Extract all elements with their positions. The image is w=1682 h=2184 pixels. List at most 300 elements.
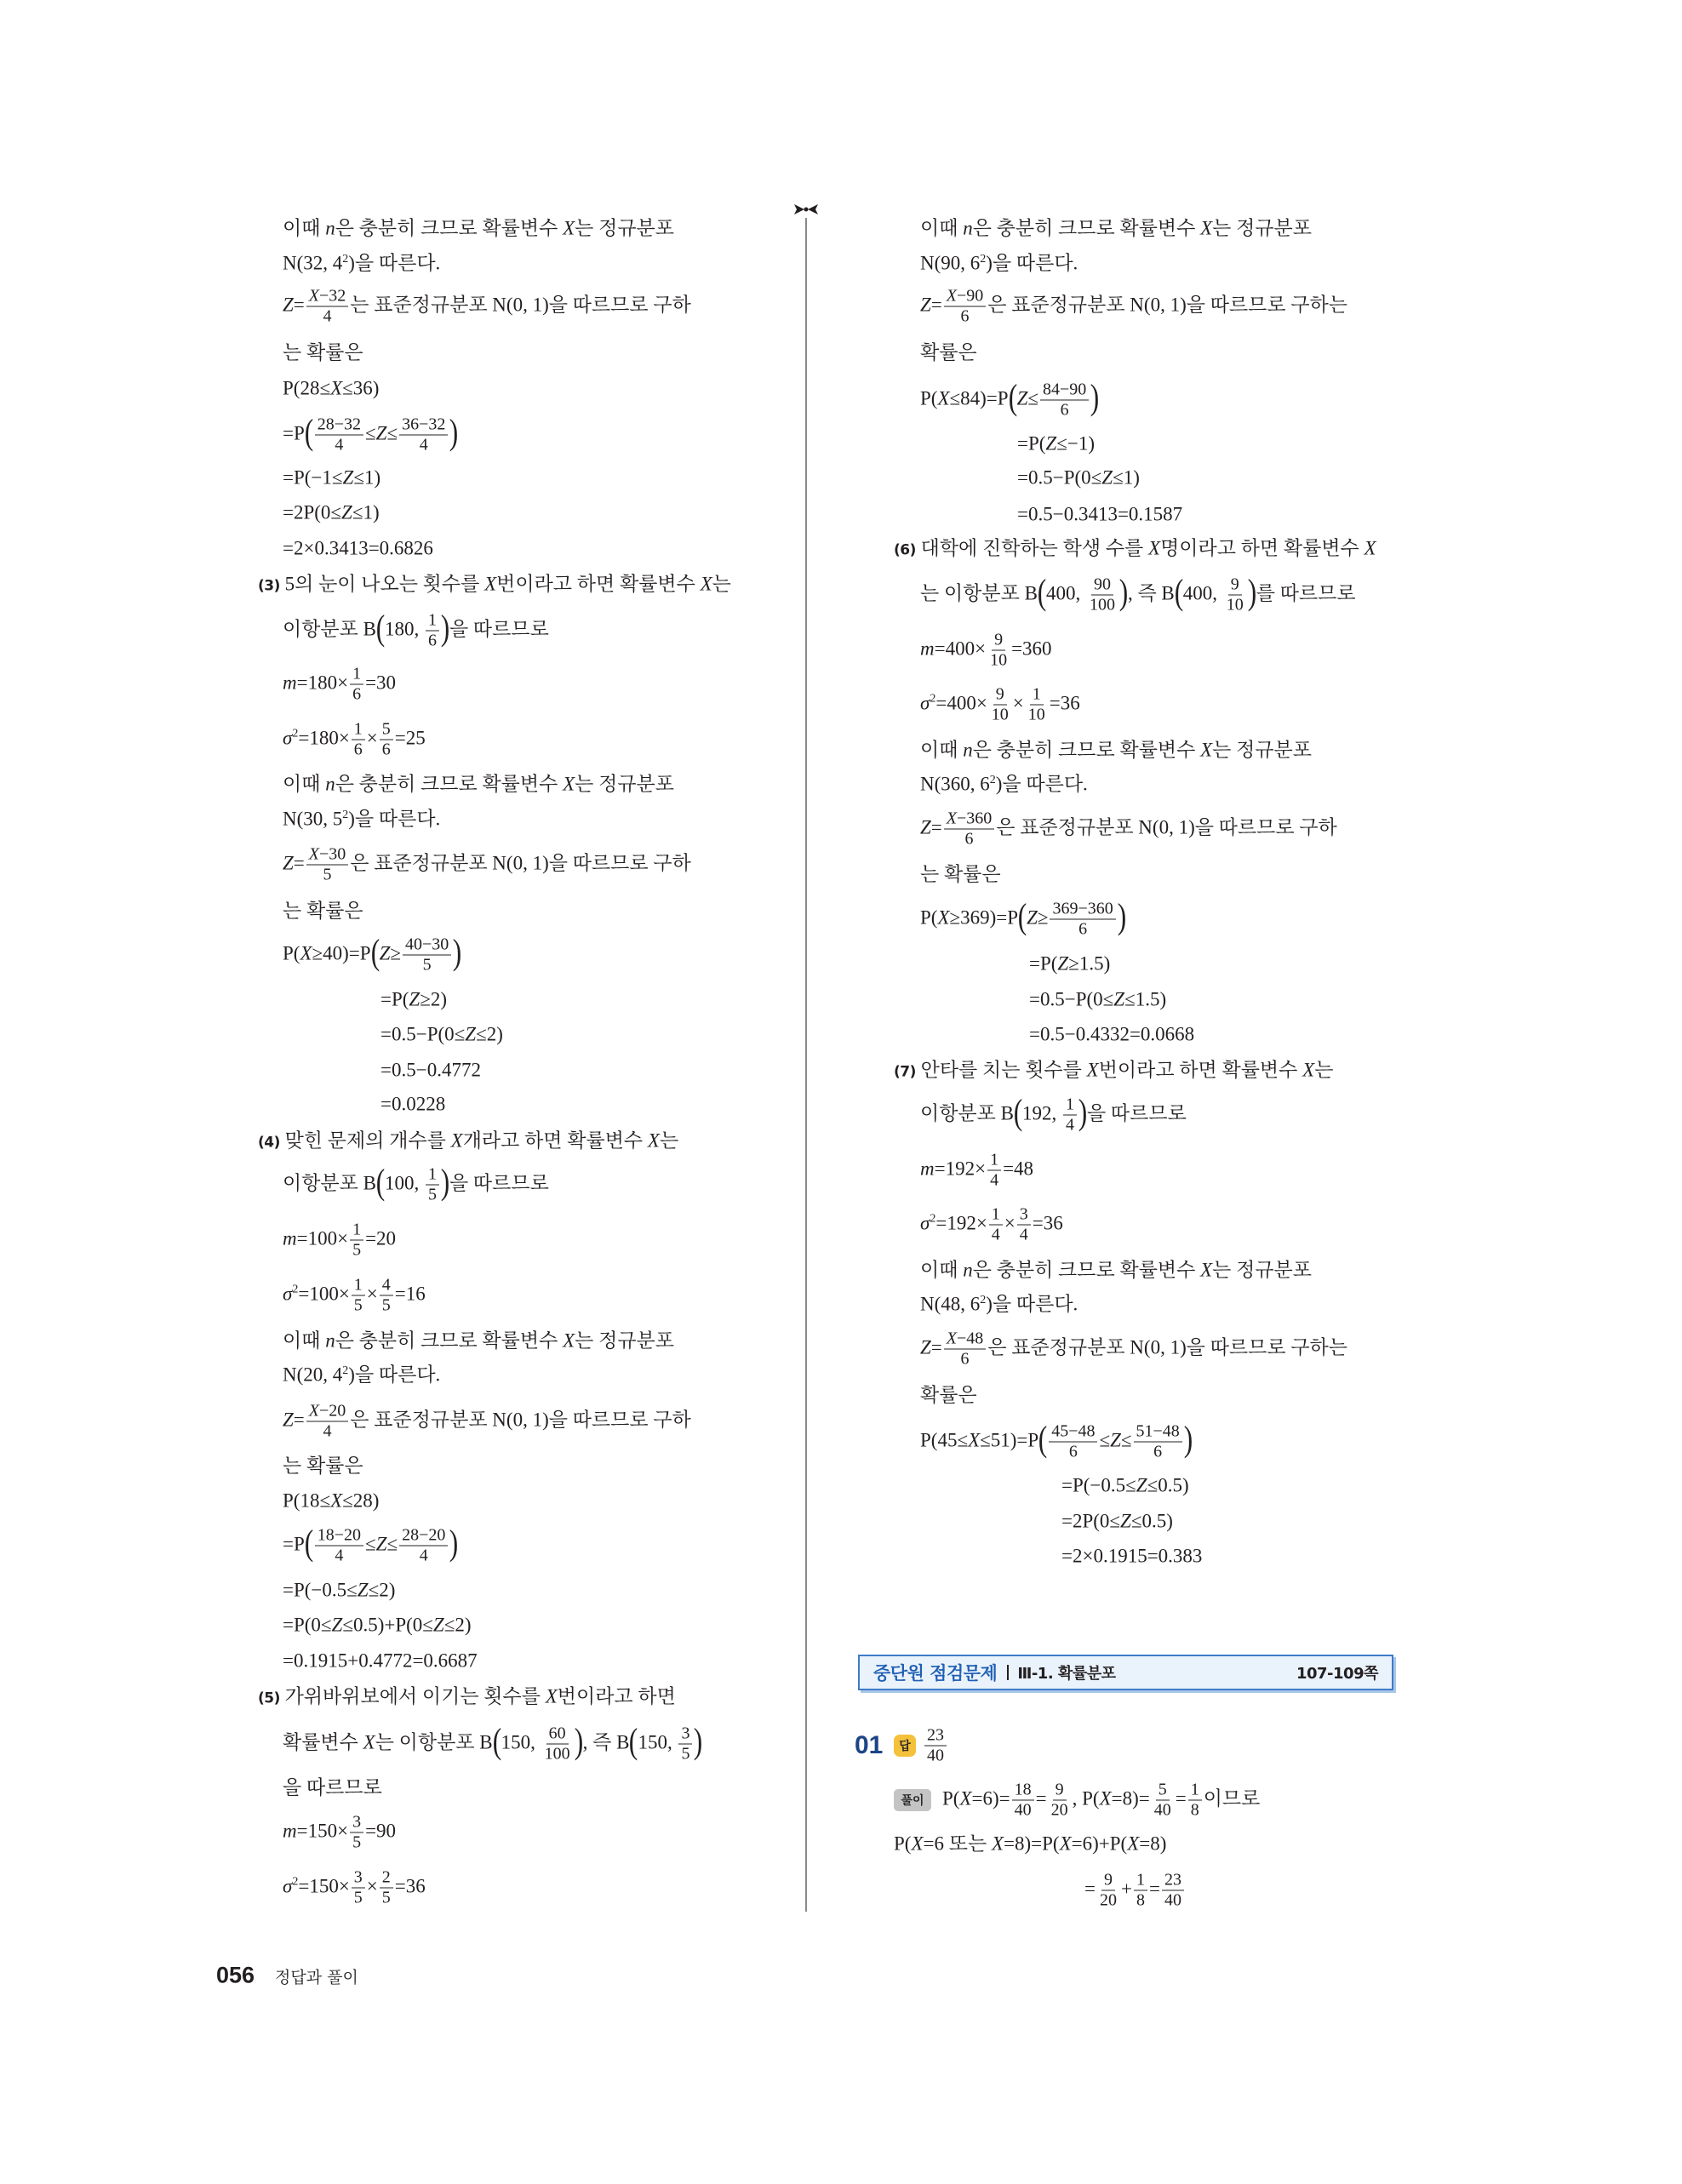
text-run: P( bbox=[283, 942, 300, 964]
fraction-denominator bbox=[1188, 1801, 1202, 1820]
math-variable: Z bbox=[1101, 466, 1113, 489]
math-variable: Z bbox=[379, 942, 391, 964]
text-run: 는 표준정규분포 N(0, 1)을 따르므로 구하 bbox=[350, 294, 691, 316]
text-run: 1 bbox=[353, 719, 363, 739]
large-parenthesis: ( bbox=[370, 933, 380, 972]
text-run: 1 bbox=[1136, 1870, 1145, 1890]
math-variable: X bbox=[484, 573, 497, 595]
text-run: 를 따르므로 bbox=[1256, 582, 1356, 604]
equation-line bbox=[283, 1579, 395, 1604]
text-run: =2×0.3413=0.6826 bbox=[283, 537, 433, 559]
text-run: P(45≤ bbox=[920, 1429, 969, 1451]
superscript: 2 bbox=[342, 808, 349, 821]
section-title: 중단원 점검문제 bbox=[873, 1663, 998, 1684]
equation-line bbox=[920, 686, 1080, 724]
fraction bbox=[315, 416, 363, 455]
text-run: 1 bbox=[991, 1204, 1000, 1224]
text-run: =P( bbox=[1017, 432, 1046, 455]
math-variable: X bbox=[937, 906, 950, 929]
text-run: 4 bbox=[419, 435, 428, 455]
text-run: P( bbox=[894, 1832, 912, 1855]
math-variable: m bbox=[920, 637, 935, 660]
fraction-numerator bbox=[1228, 576, 1242, 596]
large-parenthesis: ) bbox=[1247, 573, 1256, 612]
fraction bbox=[426, 612, 439, 650]
fraction bbox=[1050, 900, 1115, 939]
text-run: ≤ bbox=[365, 422, 376, 444]
text-run: 은 충분히 크므로 확률변수 bbox=[335, 217, 564, 239]
text-run: ≤0.5) bbox=[1147, 1474, 1189, 1496]
text-run: =100× bbox=[296, 1227, 349, 1249]
text-run: 명이라고 하면 확률변수 bbox=[1160, 537, 1364, 559]
text-run: =100× bbox=[298, 1283, 350, 1305]
text-run: =36 bbox=[1049, 692, 1080, 714]
fraction-numerator bbox=[306, 1403, 349, 1422]
text-run: 4 bbox=[990, 1170, 999, 1190]
math-variable: Z bbox=[1120, 1510, 1131, 1532]
text-run: 9 bbox=[1055, 1780, 1064, 1799]
text-run: 6 bbox=[1078, 919, 1088, 939]
text-run: =400× bbox=[935, 692, 987, 714]
fraction-denominator bbox=[987, 651, 1010, 670]
fraction-denominator bbox=[380, 740, 393, 759]
fraction-denominator bbox=[1134, 1891, 1147, 1910]
text-run: = bbox=[1175, 1787, 1187, 1810]
fraction-numerator bbox=[924, 1727, 947, 1747]
math-variable: X bbox=[545, 1685, 558, 1707]
fraction bbox=[403, 936, 451, 975]
solution-line bbox=[920, 739, 1312, 763]
text-run: 20 bbox=[1050, 1800, 1068, 1820]
answer-value bbox=[923, 1727, 948, 1765]
text-run: 는 확률은 bbox=[283, 900, 363, 922]
math-variable: Z bbox=[920, 1336, 931, 1358]
text-run: 은 표준정규분포 N(0, 1)을 따르므로 구하 bbox=[350, 1409, 691, 1431]
text-run: 5 bbox=[381, 719, 391, 739]
text-run: ≤−1) bbox=[1056, 432, 1095, 455]
fraction bbox=[944, 1330, 987, 1369]
solution-line bbox=[920, 252, 1078, 277]
math-variable: Z bbox=[465, 1023, 477, 1045]
large-parenthesis: ) bbox=[1183, 1420, 1193, 1459]
solution-line bbox=[920, 1093, 1187, 1135]
text-run: =36 bbox=[394, 1875, 426, 1897]
text-run: 은 충분히 크므로 확률변수 bbox=[335, 773, 564, 795]
text-run: ≤2) bbox=[368, 1579, 396, 1601]
fraction-numerator bbox=[1101, 1872, 1115, 1891]
math-variable: Z bbox=[920, 816, 931, 838]
text-run: 5 bbox=[352, 1832, 362, 1852]
text-run: 40 bbox=[927, 1746, 944, 1765]
text-run: 이때 bbox=[920, 739, 964, 761]
equation-line bbox=[283, 1489, 379, 1514]
text-run: =6)+P( bbox=[1071, 1832, 1128, 1855]
text-run: = bbox=[930, 816, 942, 838]
text-run: 5 bbox=[1158, 1780, 1167, 1799]
math-variable: X bbox=[563, 217, 575, 239]
fraction-denominator bbox=[1097, 1891, 1119, 1910]
math-variable: m bbox=[283, 1820, 297, 1842]
text-run: =25 bbox=[394, 727, 426, 749]
text-run: 150, bbox=[638, 1731, 678, 1753]
text-run: =0.0228 bbox=[380, 1093, 446, 1115]
solution-line bbox=[920, 810, 1337, 849]
text-run: 가위바위보에서 이기는 횟수를 bbox=[279, 1685, 546, 1707]
text-run: , 즉 B bbox=[582, 1731, 630, 1753]
text-run: ≤28) bbox=[342, 1489, 380, 1512]
math-variable: X bbox=[1200, 1259, 1213, 1281]
fraction-denominator bbox=[1017, 1226, 1031, 1244]
text-run: 6 bbox=[960, 1349, 970, 1369]
text-run: 28−20 bbox=[402, 1525, 446, 1545]
fraction bbox=[380, 721, 393, 759]
text-run: 을 따르므로 bbox=[449, 1172, 549, 1194]
text-run: ≤ bbox=[1027, 387, 1038, 409]
text-run: =0.5−0.4332=0.0668 bbox=[1029, 1023, 1195, 1045]
equation-line bbox=[283, 933, 462, 975]
text-run: , 즉 B bbox=[1127, 582, 1175, 604]
fraction bbox=[944, 288, 987, 326]
equation-line bbox=[942, 1781, 1260, 1820]
math-variable: n bbox=[325, 1329, 335, 1352]
text-run: = bbox=[293, 294, 305, 316]
fraction bbox=[1188, 1781, 1202, 1820]
math-variable: X bbox=[946, 809, 957, 828]
text-run: 45−48 bbox=[1051, 1421, 1096, 1441]
math-variable: σ bbox=[920, 1212, 930, 1234]
math-variable: X bbox=[946, 286, 957, 306]
fraction-denominator bbox=[1063, 1116, 1077, 1135]
item-heading bbox=[258, 1685, 676, 1710]
text-run: 9 bbox=[994, 630, 1004, 649]
math-variable: Z bbox=[375, 1533, 387, 1555]
superscript: 2 bbox=[292, 1875, 299, 1889]
text-run: −30 bbox=[319, 844, 346, 864]
text-run: 100 bbox=[1089, 595, 1115, 615]
text-run: × bbox=[1012, 692, 1024, 714]
text-run: =36 bbox=[1032, 1212, 1063, 1234]
text-run: 5 bbox=[422, 955, 432, 975]
fraction bbox=[1012, 1781, 1034, 1820]
text-run: 1 bbox=[1190, 1780, 1199, 1799]
fraction-numerator bbox=[380, 1277, 393, 1296]
equation-line bbox=[380, 1059, 481, 1083]
text-run: ≥ bbox=[1037, 906, 1049, 929]
text-run: )을 따른다. bbox=[348, 252, 441, 274]
large-parenthesis: ( bbox=[1037, 573, 1047, 612]
text-run: 10 bbox=[990, 650, 1008, 670]
text-run: ≤ bbox=[1099, 1429, 1111, 1451]
text-run: 84−90 bbox=[1042, 380, 1087, 399]
fraction bbox=[399, 1527, 448, 1565]
text-run: ≥369)=P bbox=[949, 906, 1019, 929]
equation-line bbox=[283, 1814, 396, 1852]
math-variable: X bbox=[937, 387, 950, 409]
text-run: =P( bbox=[1029, 952, 1058, 975]
fraction-numerator bbox=[1134, 1872, 1147, 1891]
item-heading bbox=[894, 1059, 1333, 1083]
text-run: N(360, 6 bbox=[920, 773, 990, 795]
text-run: 번이라고 하면 bbox=[557, 1685, 676, 1707]
superscript: 2 bbox=[930, 1212, 936, 1226]
fraction-denominator bbox=[350, 1241, 363, 1260]
solution-line bbox=[283, 900, 363, 924]
text-run: 20 bbox=[1099, 1890, 1117, 1910]
text-run: ≤1) bbox=[352, 501, 380, 523]
text-run: 4 bbox=[323, 1421, 332, 1441]
equation-line bbox=[283, 377, 379, 402]
text-run: 8 bbox=[1190, 1800, 1199, 1820]
text-run: 확률은 bbox=[920, 1384, 977, 1406]
equation-line bbox=[920, 1152, 1033, 1190]
text-run: =0.5−0.3413=0.1587 bbox=[1017, 503, 1183, 525]
text-run: × bbox=[366, 1875, 378, 1897]
text-run: N(30, 5 bbox=[283, 808, 343, 830]
equation-line bbox=[1017, 503, 1182, 528]
text-run: 3 bbox=[681, 1724, 690, 1743]
fraction-numerator bbox=[1053, 1781, 1067, 1801]
fraction-denominator bbox=[352, 740, 365, 759]
item-label: (6) bbox=[894, 541, 916, 559]
fraction-numerator bbox=[1040, 381, 1089, 401]
text-run: 6 bbox=[427, 631, 437, 650]
large-parenthesis: ) bbox=[694, 1722, 703, 1761]
text-run: 는 이항분포 B bbox=[920, 582, 1038, 604]
text-run: N(90, 6 bbox=[920, 252, 981, 274]
equation-line bbox=[1061, 1510, 1173, 1535]
fraction bbox=[944, 810, 995, 849]
text-run: =90 bbox=[365, 1820, 397, 1842]
large-parenthesis: ( bbox=[304, 413, 314, 452]
fraction bbox=[1162, 1872, 1184, 1910]
equation-line bbox=[283, 537, 433, 562]
text-run: 번이라고 하면 확률변수 bbox=[496, 573, 701, 595]
fraction bbox=[1063, 1096, 1077, 1135]
text-run: 1 bbox=[1065, 1095, 1074, 1114]
text-run: 는 bbox=[1314, 1059, 1334, 1081]
solution-line bbox=[920, 288, 1347, 326]
large-parenthesis: ( bbox=[492, 1722, 501, 1761]
fraction-numerator bbox=[1156, 1781, 1170, 1801]
text-run: 10 bbox=[991, 705, 1009, 724]
fraction bbox=[315, 1527, 363, 1565]
equation-line bbox=[920, 378, 1100, 420]
text-run: 400, bbox=[1182, 582, 1222, 604]
math-variable: σ bbox=[283, 1283, 293, 1305]
text-run: 4 bbox=[323, 306, 332, 326]
text-run: 51−48 bbox=[1136, 1421, 1180, 1441]
equation-line bbox=[1084, 1872, 1186, 1910]
text-run: 이때 bbox=[920, 1259, 964, 1281]
math-variable: Z bbox=[1045, 432, 1057, 455]
text-run: =180× bbox=[298, 727, 350, 749]
fraction-denominator bbox=[924, 1747, 947, 1765]
large-parenthesis: ( bbox=[375, 1163, 386, 1202]
math-variable: X bbox=[911, 1832, 924, 1855]
fraction-numerator bbox=[1134, 1423, 1182, 1443]
fraction-denominator bbox=[958, 1350, 972, 1369]
fraction-denominator bbox=[321, 1422, 335, 1441]
title-separator bbox=[1007, 1665, 1009, 1680]
math-variable: n bbox=[325, 773, 335, 795]
answer-badge: 답 bbox=[894, 1735, 916, 1757]
fraction-denominator bbox=[1049, 1801, 1071, 1820]
text-run: =48 bbox=[1003, 1158, 1034, 1180]
text-run: 40−30 bbox=[404, 935, 449, 954]
text-run: 은 표준정규분포 N(0, 1)을 따르므로 구하는 bbox=[987, 1336, 1347, 1358]
equation-line bbox=[283, 466, 380, 491]
text-run: =6)= bbox=[971, 1787, 1010, 1810]
text-run: 이때 bbox=[920, 217, 964, 239]
text-run: 는 bbox=[659, 1129, 679, 1152]
text-run: 확률변수 bbox=[283, 1731, 363, 1753]
equation-line bbox=[283, 1221, 396, 1260]
math-variable: σ bbox=[920, 692, 930, 714]
text-run: 23 bbox=[927, 1725, 944, 1745]
solution-line bbox=[283, 609, 549, 650]
text-run: )을 따른다. bbox=[986, 1293, 1078, 1315]
text-run: ≤ bbox=[386, 422, 398, 444]
equation-line bbox=[920, 632, 1052, 670]
text-run: P( bbox=[920, 906, 938, 929]
math-variable: n bbox=[325, 217, 335, 239]
text-run: =2P(0≤ bbox=[283, 501, 342, 523]
equation-line bbox=[894, 1832, 1166, 1857]
fraction-numerator bbox=[352, 1869, 365, 1889]
text-run: 는 정규분포 bbox=[575, 1329, 674, 1352]
large-parenthesis: ) bbox=[574, 1722, 583, 1761]
fraction-numerator bbox=[426, 1166, 439, 1186]
text-run: 대학에 진학하는 학생 수를 bbox=[915, 537, 1149, 559]
text-run: −90 bbox=[957, 286, 984, 306]
fraction-denominator bbox=[1076, 920, 1090, 939]
fraction-numerator bbox=[1091, 576, 1113, 596]
text-run: 6 bbox=[353, 740, 363, 759]
text-run: 개라고 하면 확률변수 bbox=[462, 1129, 648, 1152]
math-variable: n bbox=[963, 1259, 973, 1281]
text-run: 는 정규분포 bbox=[1212, 217, 1312, 239]
equation-line bbox=[283, 666, 396, 704]
text-run: + bbox=[1120, 1878, 1132, 1900]
math-variable: m bbox=[283, 672, 297, 694]
text-run: 6 bbox=[352, 684, 362, 704]
text-run: = bbox=[930, 1336, 942, 1358]
math-variable: X bbox=[308, 844, 319, 864]
solution-line bbox=[283, 1163, 549, 1204]
large-parenthesis: ( bbox=[1008, 378, 1017, 417]
column-divider bbox=[805, 218, 807, 1912]
fraction bbox=[306, 1403, 349, 1441]
equation-line bbox=[380, 1093, 445, 1118]
equation-line bbox=[283, 501, 380, 526]
text-run: 5 bbox=[427, 1185, 437, 1204]
fraction-denominator bbox=[426, 632, 439, 650]
large-parenthesis: ) bbox=[1078, 1093, 1088, 1132]
text-run: 5 bbox=[353, 1295, 363, 1315]
math-variable: X bbox=[1148, 537, 1161, 559]
text-run: 6 bbox=[1060, 400, 1069, 420]
text-run: = bbox=[1148, 1878, 1160, 1900]
solution-line bbox=[283, 1455, 363, 1479]
fraction-numerator bbox=[1188, 1781, 1202, 1801]
text-run: 4 bbox=[1019, 1225, 1028, 1244]
math-variable: X bbox=[1127, 1832, 1140, 1855]
fraction-denominator bbox=[417, 1547, 431, 1565]
math-variable: X bbox=[959, 1787, 972, 1810]
text-run: 은 표준정규분포 N(0, 1)을 따르므로 구하 bbox=[996, 816, 1337, 838]
fraction-denominator bbox=[380, 1296, 393, 1315]
equation-line bbox=[380, 1023, 503, 1048]
text-run: =8)=P( bbox=[1004, 1832, 1060, 1855]
fraction-denominator bbox=[989, 1226, 1003, 1244]
math-variable: Z bbox=[1136, 1474, 1147, 1496]
text-run: × bbox=[366, 727, 378, 749]
equation-line bbox=[920, 1206, 1063, 1244]
text-run: =P(0≤ bbox=[283, 1614, 332, 1636]
text-run: 은 충분히 크므로 확률변수 bbox=[972, 217, 1201, 239]
fraction-numerator bbox=[380, 1869, 393, 1889]
equation-line bbox=[1029, 952, 1110, 977]
fraction bbox=[350, 666, 363, 704]
math-variable: Z bbox=[283, 852, 294, 874]
fraction bbox=[352, 721, 365, 759]
fraction bbox=[399, 416, 448, 455]
math-variable: X bbox=[968, 1429, 981, 1451]
text-run: −48 bbox=[957, 1329, 984, 1348]
math-variable: X bbox=[700, 573, 712, 595]
fraction-denominator bbox=[1087, 596, 1118, 615]
fraction-denominator bbox=[380, 1889, 393, 1907]
fraction-denominator bbox=[1224, 596, 1246, 615]
text-run: 1 bbox=[427, 610, 437, 630]
text-run: 안타를 치는 횟수를 bbox=[915, 1059, 1087, 1081]
fraction bbox=[306, 288, 349, 326]
text-run: P(18≤ bbox=[283, 1489, 331, 1512]
fraction-numerator bbox=[1012, 1781, 1034, 1801]
fraction-numerator bbox=[306, 846, 349, 866]
fraction-numerator bbox=[399, 416, 448, 436]
text-run: 4 bbox=[991, 1225, 1000, 1244]
text-run: ≤ bbox=[386, 1533, 398, 1555]
solution-line bbox=[920, 341, 977, 366]
math-variable: X bbox=[1099, 1787, 1112, 1810]
text-run: −32 bbox=[319, 286, 346, 306]
equation-line bbox=[1061, 1474, 1189, 1499]
text-run: ≤1) bbox=[1113, 466, 1140, 489]
fraction-numerator bbox=[403, 936, 451, 956]
text-run: =150× bbox=[298, 1875, 350, 1897]
text-run: 이항분포 B bbox=[283, 1172, 376, 1194]
text-run: =16 bbox=[394, 1283, 426, 1305]
fraction bbox=[1026, 686, 1048, 724]
fraction-denominator bbox=[332, 1547, 346, 1565]
text-run: 8 bbox=[1136, 1890, 1145, 1910]
text-run: ≤84)=P bbox=[949, 387, 1009, 409]
text-run: =P(−0.5≤ bbox=[283, 1579, 358, 1601]
large-parenthesis: ( bbox=[1017, 897, 1027, 936]
text-run: 9 bbox=[1103, 1870, 1113, 1890]
fraction bbox=[1040, 381, 1089, 420]
text-run: 40 bbox=[1014, 1800, 1032, 1820]
superscript: 2 bbox=[342, 252, 349, 266]
text-run: , P( bbox=[1072, 1787, 1100, 1810]
math-variable: Z bbox=[1016, 387, 1028, 409]
fraction bbox=[989, 686, 1011, 724]
fraction-numerator bbox=[426, 612, 439, 632]
equation-line bbox=[283, 1869, 426, 1907]
fraction-numerator bbox=[1050, 900, 1115, 920]
math-variable: n bbox=[963, 217, 973, 239]
